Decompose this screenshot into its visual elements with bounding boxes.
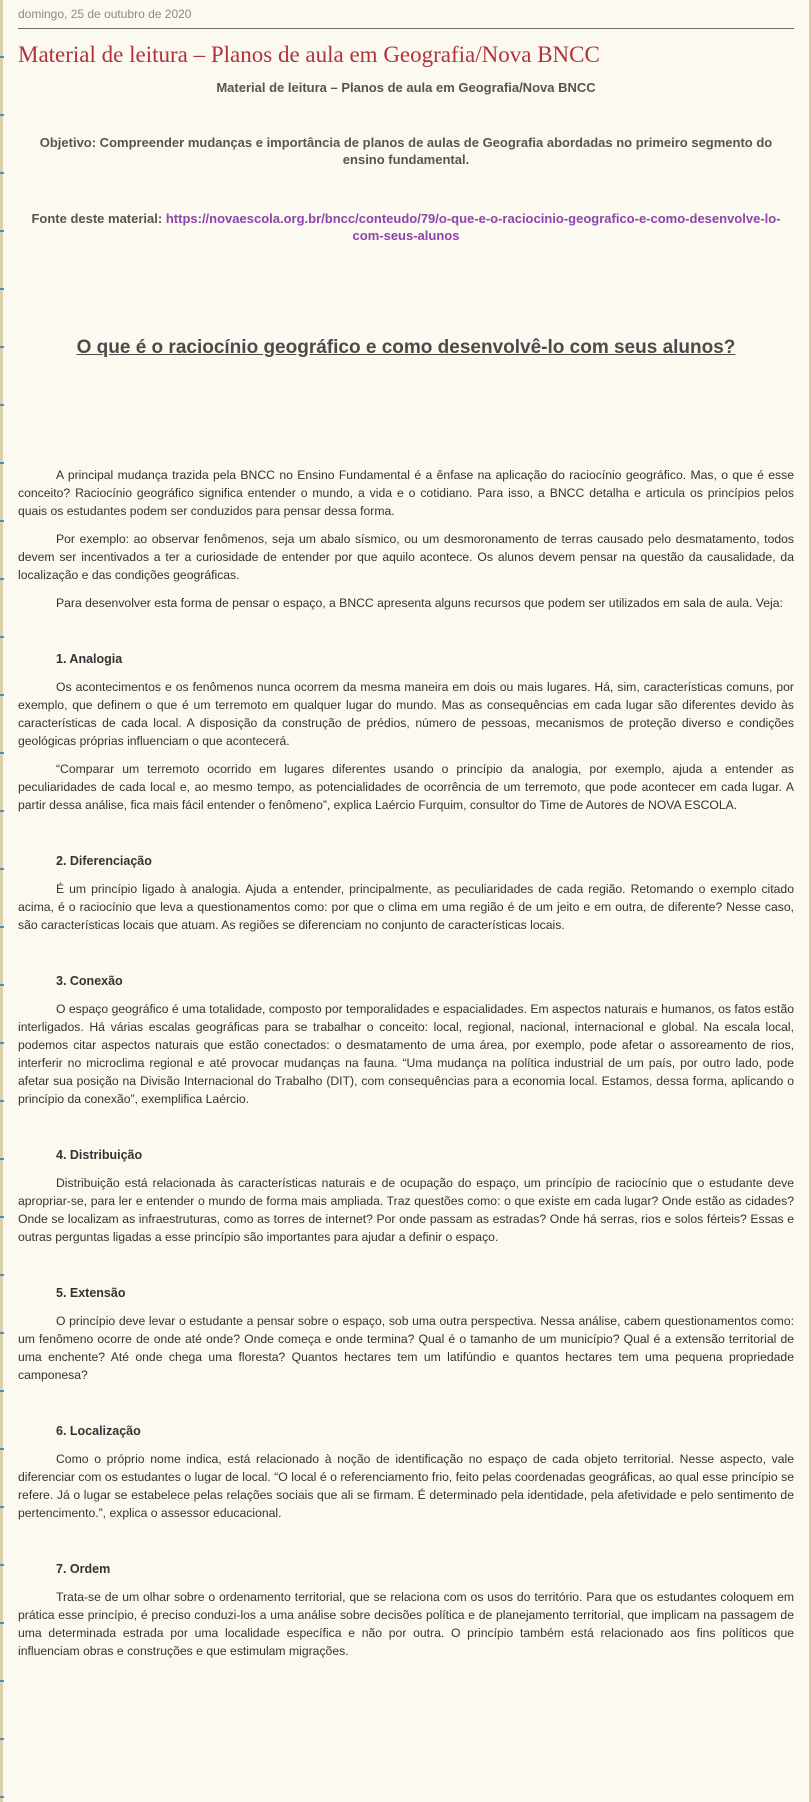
section-paragraph: O espaço geográfico é uma totalidade, composto por temporalidades e espacialidades. Em aspectos naturais e humanos, os fatos estão interligados. Há várias escalas geográficas para se trabalhar o conceito: local, regional, nacional, internacional e global. Na escala local, podemos citar aspectos naturais que estão conectados: o desmatamento de uma área, por exemplo, pode afetar o assoreamento de rios, interferir no microclima regional e até provocar mudanças na fauna. “Uma mudança na política industrial de um país, por outro lado, pode afetar sua posição na Divisão Internacional do Trabalho (DIT), com consequências para a economia local. Estamos, dessa forma, aplicando o princípio da conexão”, exemplifica Laércio. (18, 1002, 794, 1106)
section-paragraph: O princípio deve levar o estudante a pensar sobre o espaço, sob uma outra perspectiva. Nessa análise, cabem questionamentos como: um fenômeno ocorre de onde até onde? Onde começa e onde termina? Qual é o tamanho de um município? Qual é a extensão territorial de uma enchente? Até onde chega uma floresta? Quantos hectares tem um latifúndio e quantos hectares tem uma pequena propriedade camponesa? (18, 1314, 794, 1382)
date-header: domingo, 25 de outubro de 2020 (18, 7, 192, 21)
section-localizacao (18, 1422, 794, 1522)
intro-paragraph: A principal mudança trazida pela BNCC no Ensino Fundamental é a ênfase na aplicação do raciocínio geográfico. Mas, o que é esse conceito? Raciocínio geográfico significa entender o mundo, a vida e o cotidiano. Para isso, a BNCC detalha e articula os princípios pelos quais os estudantes podem ser conduzidos para pensar dessa forma. (18, 468, 794, 518)
source-line (18, 210, 794, 244)
left-border-markers (0, 0, 4, 1802)
source-label: Fonte deste material: (31, 211, 163, 226)
intro-paragraph: Para desenvolver esta forma de pensar o espaço, a BNCC apresenta alguns recursos que podem ser utilizados em sala de aula. Veja: (56, 596, 783, 610)
section-distribuicao (18, 1146, 794, 1246)
post-title[interactable]: Material de leitura – Planos de aula em Geografia/Nova BNCC (18, 42, 600, 67)
section-analogia (18, 650, 794, 814)
section-heading: 7. Ordem (56, 1562, 111, 1576)
section-paragraph: É um princípio ligado à analogia. Ajuda a entender, principalmente, as peculiaridades de cada região. Retomando o exemplo citado acima, é o raciocínio que leva a questionamentos como: por que o clima em uma região é de um jeito e em outra, de diferente? Nesse caso, são características locais que atuam. As regiões se diferenciam no conjunto de características locais. (18, 882, 794, 932)
section-heading: 4. Distribuição (56, 1148, 143, 1162)
source-link[interactable]: https://novaescola.org.br/bncc/conteudo/79/o-que-e-o-raciocinio-geografico-e-como-desenvolve-lo-com-seus-alunos (165, 211, 781, 243)
section-diferenciacao (18, 852, 794, 934)
intro (18, 466, 794, 612)
section-paragraph: “Comparar um terremoto ocorrido em lugares diferentes usando o princípio da analogia, por exemplo, ajuda a entender as peculiaridades de cada local e, ao mesmo tempo, as potencialidades de ocorrência de um terremoto, que pode acontecer em cada lugar. A partir dessa análise, fica mais fácil entender o fenômeno”, explica Laércio Furquim, consultor do Time de Autores de NOVA ESCOLA. (18, 762, 794, 812)
header-divider (18, 28, 794, 29)
section-paragraph: Os acontecimentos e os fenômenos nunca ocorrem da mesma maneira em dois ou mais lugares. Há, sim, características comuns, por exemplo, que definem o que é um terremoto em qualquer lugar do mundo. Mas as consequências em cada lugar são diferentes devido às características de cada local. A disposição da construção de prédios, número de pessoas, mecanismos de proteção diverso e condições geológicas próprias influenciam o que acontecerá. (18, 680, 794, 748)
section-paragraph: Distribuição está relacionada às características naturais e de ocupação do espaço, um princípio de raciocínio que o estudante deve apropriar-se, para ler e entender o mundo de forma mais ampliada. Traz questões como: o que existe em cada lugar? Onde estão as cidades? Onde se localizam as infraestruturas, como as torres de internet? Por onde passam as estradas? Onde há serras, rios e solos férteis? Essas e outras perguntas ligadas a esse princípio são importantes para ajudar a definir o espaço. (18, 1176, 794, 1244)
section-heading: 3. Conexão (56, 974, 123, 988)
section-paragraph: Como o próprio nome indica, está relacionado à noção de identificação no espaço de cada objeto territorial. Nesse aspecto, vale diferenciar com os estudantes o lugar de local. “O local é o referenciamento frio, feito pelas coordenadas geográficas, ao qual esse princípio se refere. Já o lugar se estabelece pelas relações sociais que ali se firmam. É determinado pela identidade, pela afetividade e pelo sentimento de pertencimento.”, explica o assessor educacional. (18, 1452, 794, 1520)
objective-text: Objetivo: Compreender mudanças e importância de planos de aulas de Geografia abordadas no primeiro segmento do ensino fundamental. (39, 135, 773, 167)
article-heading: O que é o raciocínio geográfico e como desenvolvê-lo com seus alunos? (76, 337, 736, 358)
section-heading: 2. Diferenciação (56, 854, 152, 868)
section-heading: 5. Extensão (56, 1286, 126, 1300)
section-paragraph: Trata-se de um olhar sobre o ordenamento territorial, que se relaciona com os usos do território. Para que os estudantes coloquem em prática esse princípio, é preciso conduzi-los a uma análise sobre decisões política e de planejamento territorial, que implicam na passagem de uma determinada estrada por uma localidade específica e não por outra. O princípio também está relacionado aos fins políticos que influenciam obras e construções e que estimulam migrações. (18, 1590, 794, 1658)
section-ordem (18, 1560, 794, 1660)
section-heading: 6. Localização (56, 1424, 141, 1438)
section-conexao (18, 972, 794, 1108)
blog-post (18, 0, 794, 1670)
section-extensao (18, 1284, 794, 1384)
post-subtitle: Material de leitura – Planos de aula em Geografia/Nova BNCC (216, 80, 596, 95)
intro-paragraph: Por exemplo: ao observar fenômenos, seja um abalo sísmico, ou um desmoronamento de terras causado pelo desmatamento, todos devem ser incentivados a ter a curiosidade de entender por que aquilo acontece. Os alunos devem pensar na questão da causalidade, da localização e das condições geográficas. (18, 532, 794, 582)
section-heading: 1. Analogia (56, 652, 123, 666)
post-body (18, 79, 794, 1660)
